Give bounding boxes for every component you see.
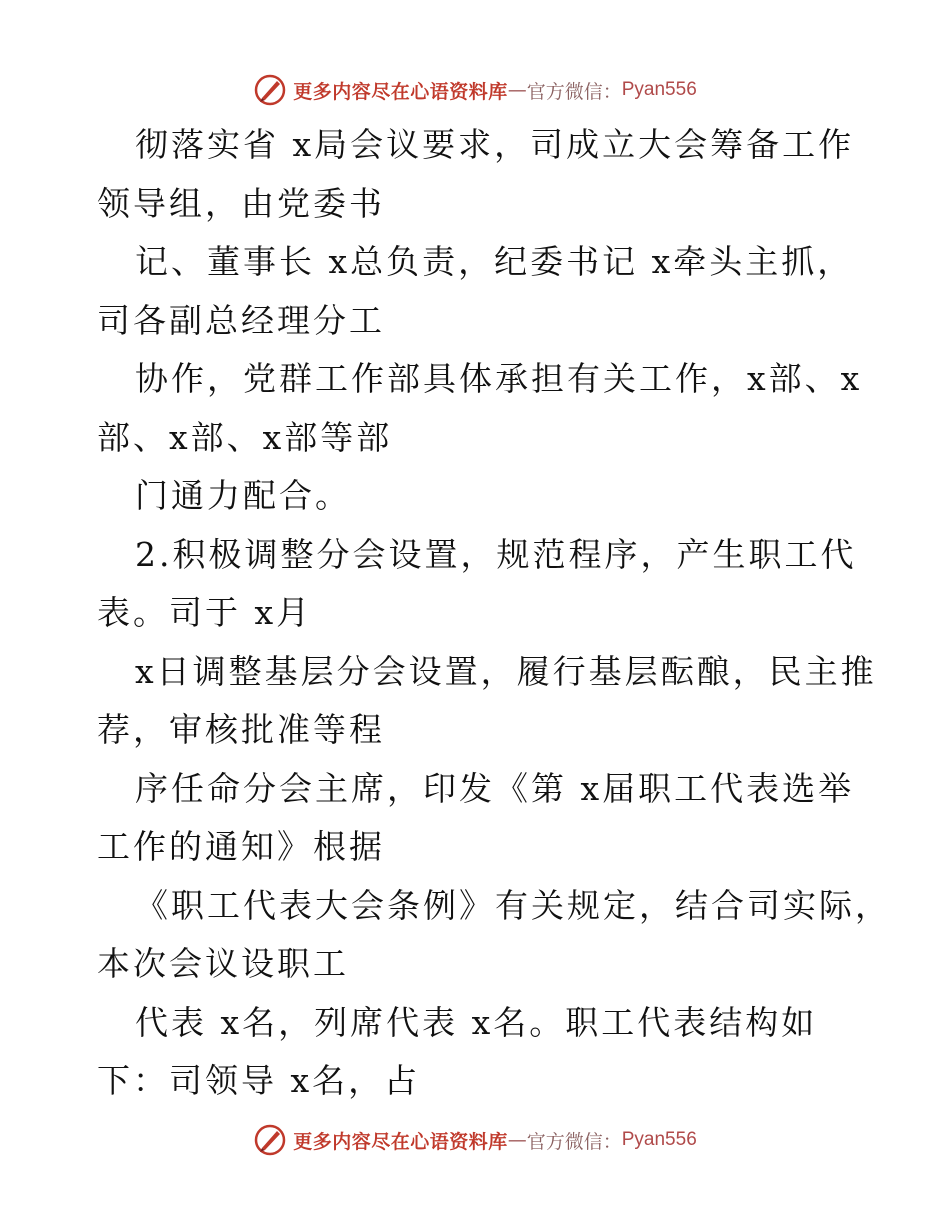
text-line: 荐，审核批准等程 — [97, 710, 385, 749]
header-watermark-banner — [0, 70, 950, 110]
text-line: 记、董事长 x总负责，纪委书记 x牵头主抓， — [135, 242, 854, 281]
text-line: 彻落实省 x局会议要求，司成立大会筹备工作 — [135, 125, 855, 164]
text-line: 门通力配合。 — [135, 476, 351, 515]
text-line: 部、x部、x部等部 — [97, 417, 393, 457]
text-line: x日调整基层分会设置，履行基层酝酿，民主推 — [135, 651, 877, 691]
text-line: 2.积极调整分会设置，规范程序，产生职工代 — [135, 534, 857, 574]
text-line: 领导组，由党委书 — [97, 183, 385, 223]
text-line: 协作，党群工作部具体承担有关工作，x部、x — [135, 359, 863, 398]
text-line: 《职工代表大会条例》有关规定，结合司实际， — [135, 885, 891, 925]
banner-text: 更多内容尽在心语资料库 — [293, 80, 508, 103]
footer-watermark-banner — [0, 1120, 950, 1160]
text-line: 司各副总经理分工 — [97, 300, 385, 340]
banner-label: 官方微信： — [526, 1130, 622, 1153]
banner-account: Pyan556 — [621, 1129, 697, 1150]
text-line: 代表 x名，列席代表 x名。职工代表结构如 — [135, 1002, 818, 1042]
banner-separator: — — [507, 79, 527, 101]
text-line: 下：司领导 x名，占 — [97, 1061, 421, 1100]
banner-label: 官方微信： — [526, 80, 622, 103]
banner-text: 更多内容尽在心语资料库 — [293, 1130, 508, 1153]
feather-pen-logo-icon — [253, 1123, 287, 1157]
text-line: 本次会议设职工 — [97, 944, 349, 983]
text-line: 序任命分会主席，印发《第 x届职工代表选举 — [135, 768, 855, 808]
text-line: 表。司于 x月 — [97, 593, 313, 632]
document-body — [97, 116, 891, 1111]
text-line: 工作的通知》根据 — [97, 827, 385, 866]
banner-account: Pyan556 — [621, 79, 697, 100]
banner-separator: — — [507, 1129, 527, 1151]
feather-pen-logo-icon — [253, 73, 287, 107]
